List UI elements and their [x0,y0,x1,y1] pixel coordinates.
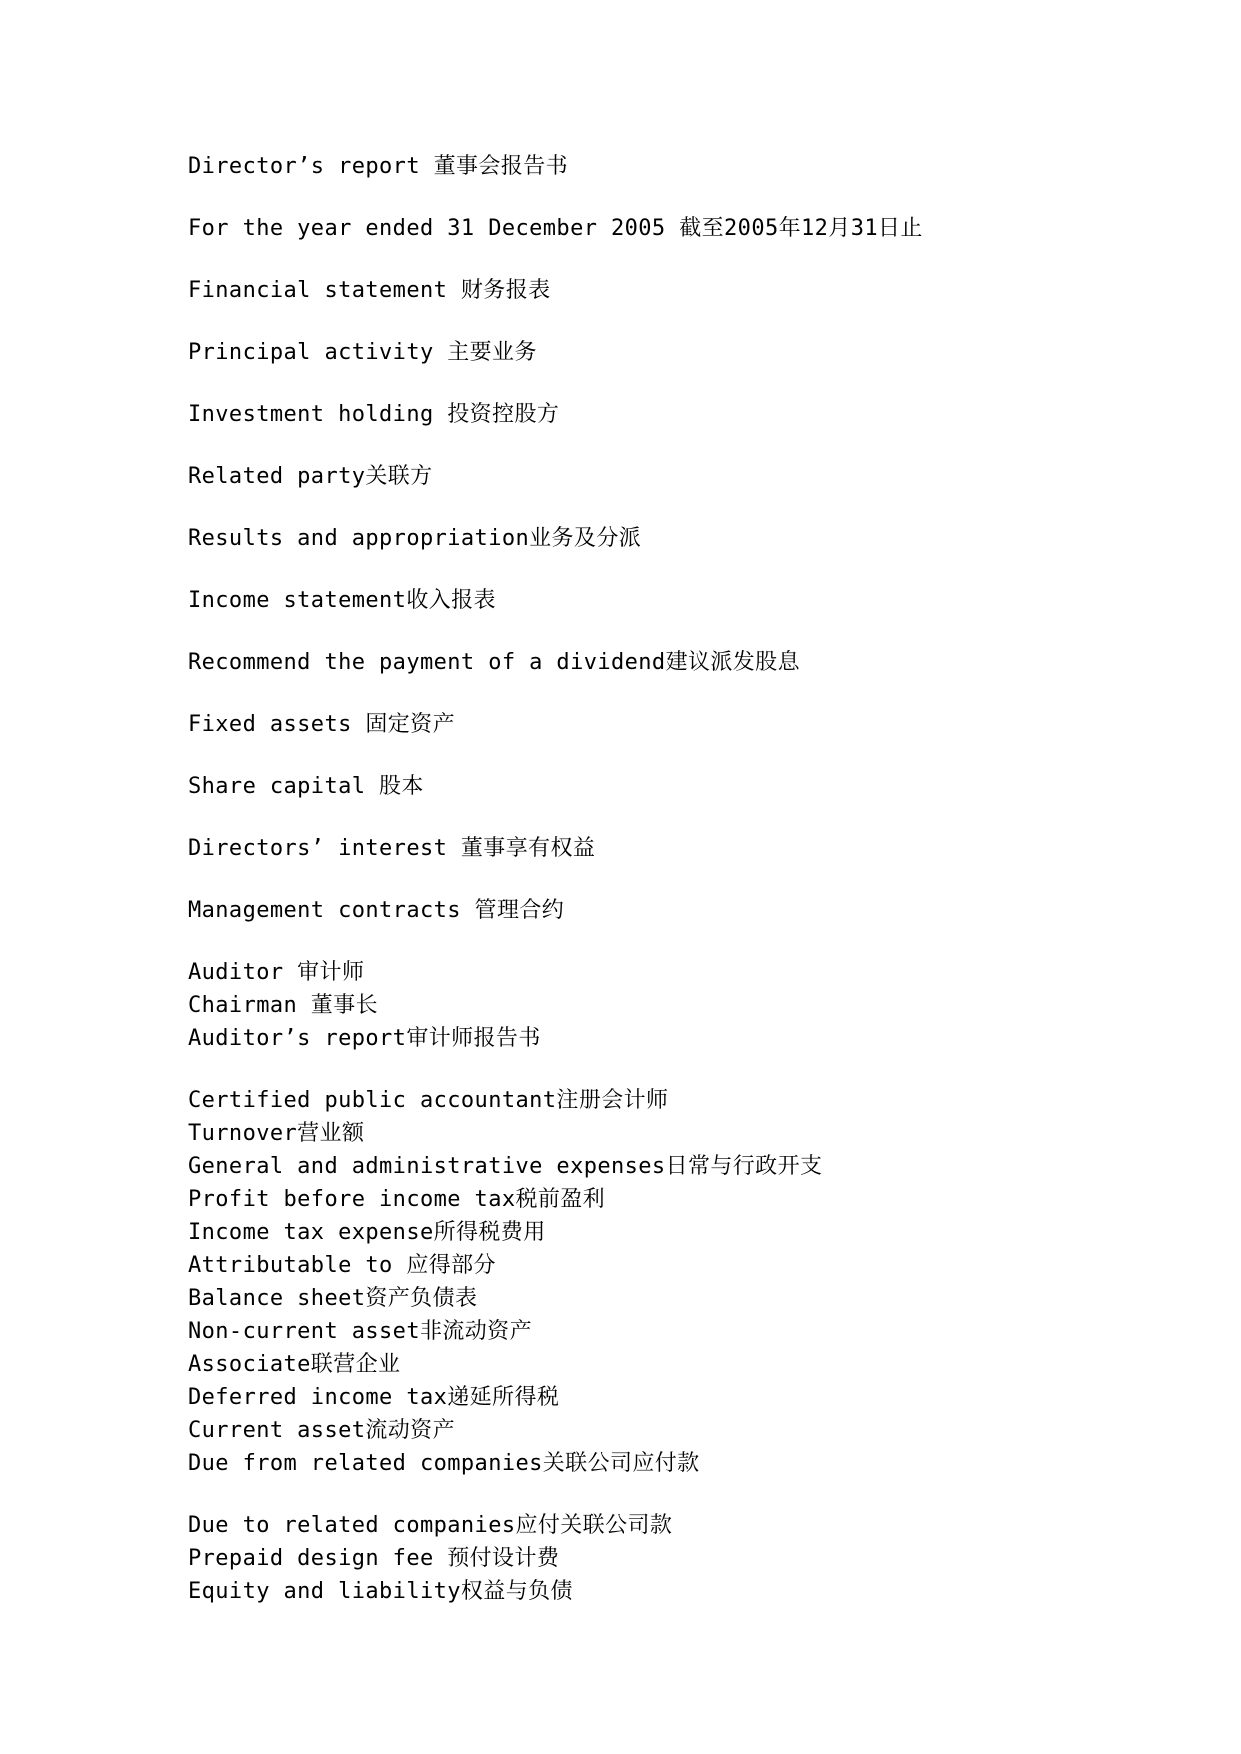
glossary-entry: Associate联营企业 [188,1352,401,1377]
glossary-list [188,150,1188,1608]
glossary-entry: Director’s report 董事会报告书 [188,154,569,179]
glossary-entry: Current asset流动资产 [188,1418,455,1443]
glossary-entry: Auditor’s report审计师报告书 [188,1026,541,1051]
glossary-entry: Chairman 董事长 [188,993,379,1018]
glossary-entry: Deferred income tax递延所得税 [188,1385,560,1410]
glossary-entry: Balance sheet资产负债表 [188,1286,478,1311]
glossary-entry: Due to related companies应付关联公司款 [188,1513,673,1538]
glossary-entry: Management contracts 管理合约 [188,898,565,923]
glossary-entry: Non-current asset非流动资产 [188,1319,532,1344]
glossary-entry: Auditor 审计师 [188,960,365,985]
glossary-entry: Directors’ interest 董事享有权益 [188,836,596,861]
glossary-entry: Financial statement 财务报表 [188,278,551,303]
glossary-entry: Recommend the payment of a dividend建议派发股息 [188,650,800,675]
glossary-entry: Related party关联方 [188,464,433,489]
glossary-entry: Share capital 股本 [188,774,424,799]
glossary-entry: Certified public accountant注册会计师 [188,1088,669,1113]
glossary-entry: Turnover营业额 [188,1121,365,1146]
glossary-entry: Principal activity 主要业务 [188,340,537,365]
glossary-entry: Income statement收入报表 [188,588,496,613]
glossary-entry: Fixed assets 固定资产 [188,712,455,737]
glossary-entry: Prepaid design fee 预付设计费 [188,1546,560,1571]
glossary-entry: General and administrative expenses日常与行政开支 [188,1154,823,1179]
glossary-entry: Attributable to 应得部分 [188,1253,496,1278]
glossary-entry: Profit before income tax税前盈利 [188,1187,606,1212]
glossary-entry: Equity and liability权益与负债 [188,1579,573,1604]
glossary-entry: Income tax expense所得税费用 [188,1220,546,1245]
glossary-entry: Results and appropriation业务及分派 [188,526,642,551]
glossary-entry: Investment holding 投资控股方 [188,402,560,427]
glossary-entry: For the year ended 31 December 2005 截至2005年12月31日止 [188,216,923,241]
glossary-entry: Due from related companies关联公司应付款 [188,1451,700,1476]
